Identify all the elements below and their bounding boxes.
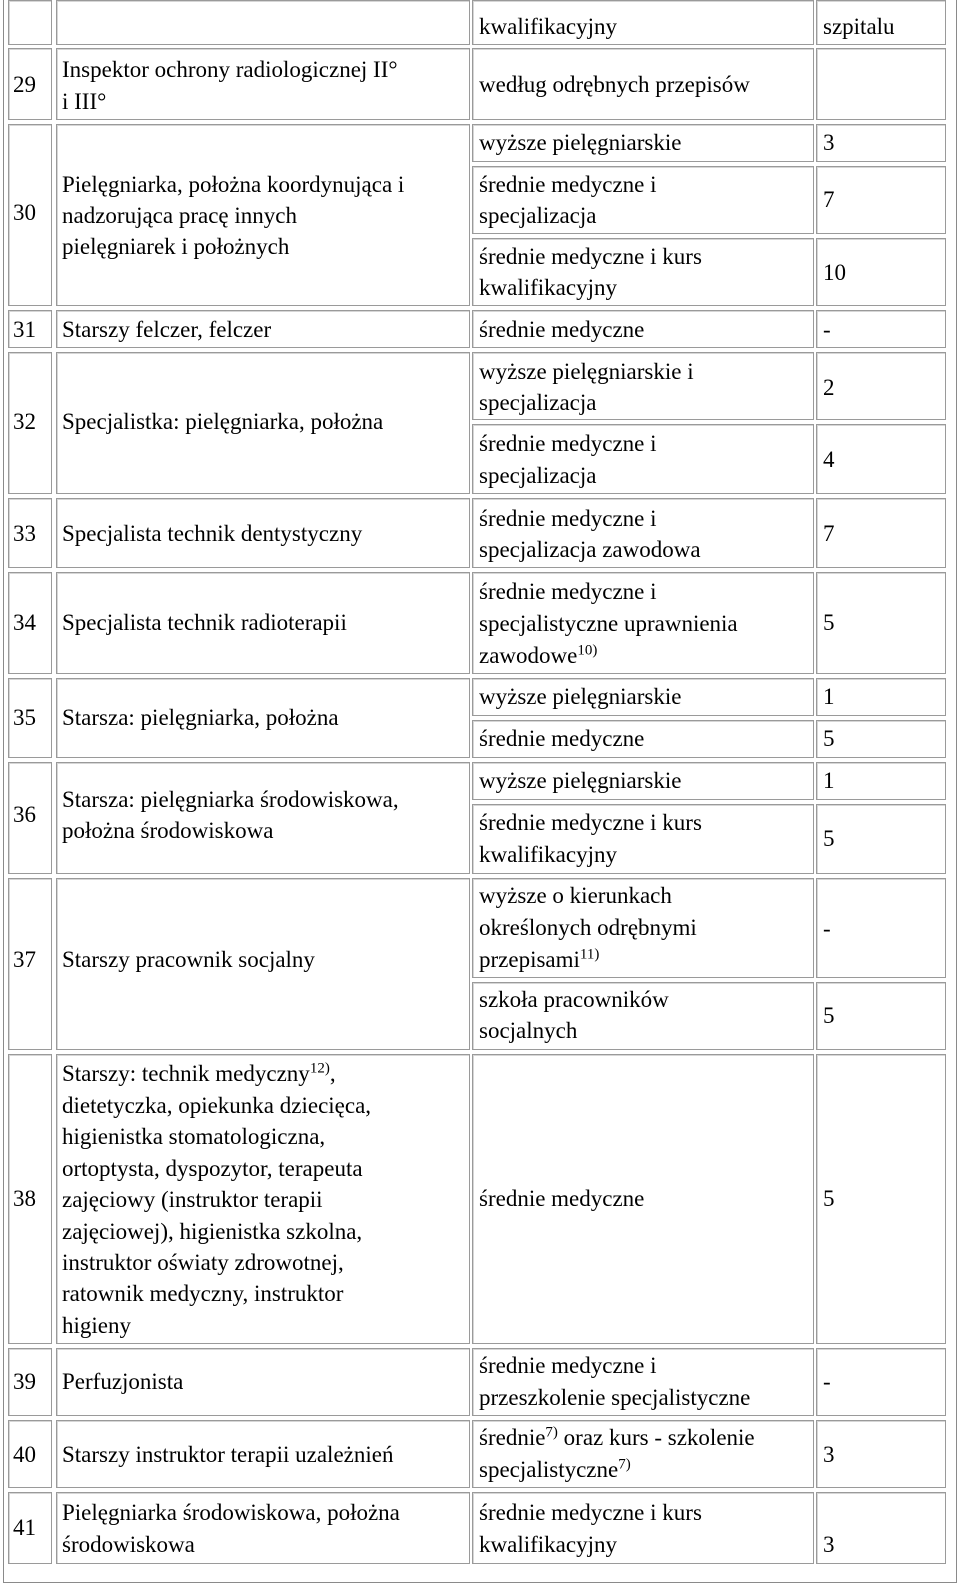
row-number: 29: [13, 72, 36, 97]
position-cell: [56, 310, 470, 348]
years-value: 1: [823, 768, 835, 793]
education-line: szkoła pracowników: [479, 987, 669, 1012]
education-text: specjalistyczne: [479, 1457, 619, 1482]
row-number: 30: [13, 200, 36, 225]
footnote-marker: 7): [545, 1424, 558, 1441]
row-number-cell: [8, 124, 52, 306]
education-text: średnie: [479, 1425, 546, 1450]
years-cell: [816, 124, 946, 162]
education-cell: [472, 982, 814, 1050]
education-text: zawodowe: [479, 643, 578, 668]
years-value: 5: [823, 1186, 835, 1211]
position-cell: [56, 762, 470, 874]
row-number: 35: [13, 705, 36, 730]
position-cell: [56, 124, 470, 306]
education-line: [479, 1422, 755, 1454]
row-number: 31: [13, 317, 36, 342]
education-line: kwalifikacyjny: [479, 275, 617, 300]
row-number: 37: [13, 947, 36, 972]
years-value: 5: [823, 826, 835, 851]
education-line: specjalistyczne uprawnienia: [479, 611, 738, 636]
position-line: instruktor oświaty zdrowotnej,: [62, 1250, 344, 1275]
footnote-marker: 11): [579, 946, 600, 963]
position-line: [62, 1058, 336, 1090]
education-cell: [472, 1348, 814, 1416]
years-cell: [816, 804, 946, 874]
years-cell: [816, 1420, 946, 1488]
row-number: 36: [13, 802, 36, 827]
education-line: wyższe pielęgniarskie: [479, 684, 682, 709]
education-line: specjalizacja: [479, 390, 597, 415]
position-cell: [56, 1054, 470, 1344]
years-cell: [816, 720, 946, 758]
education-line: średnie medyczne i: [479, 431, 657, 456]
education-cell: [472, 762, 814, 800]
education-line: wyższe o kierunkach: [479, 883, 672, 908]
position-cell: [56, 572, 470, 674]
position-line: Inspektor ochrony radiologicznej II°: [62, 57, 398, 82]
position-line: i III°: [62, 89, 107, 114]
education-line: średnie medyczne i kurs: [479, 1500, 702, 1525]
table-cell: [472, 0, 814, 45]
education-line: według odrębnych przepisów: [479, 72, 750, 97]
education-line: wyższe pielęgniarskie: [479, 130, 682, 155]
position-line: Starsza: pielęgniarka środowiskowa,: [62, 787, 399, 812]
position-line: Starszy instruktor terapii uzależnień: [62, 1442, 394, 1467]
position-line: Specjalistka: pielęgniarka, położna: [62, 409, 384, 434]
education-text: oraz kurs - szkolenie: [557, 1425, 755, 1450]
position-cell: [56, 678, 470, 758]
row-number-cell: [8, 1348, 52, 1416]
education-line: średnie medyczne: [479, 317, 645, 342]
position-line: Starsza: pielęgniarka, położna: [62, 705, 339, 730]
education-line: kwalifikacyjny: [479, 1532, 617, 1557]
years-value: 3: [823, 1532, 835, 1557]
years-value: 7: [823, 521, 835, 546]
footnote-marker: 7): [618, 1456, 631, 1473]
education-line: średnie medyczne: [479, 1186, 645, 1211]
years-cell: [816, 352, 946, 420]
position-cell: [56, 878, 470, 1050]
table-cell: [56, 0, 470, 45]
education-cell: [472, 878, 814, 978]
years-cell: [816, 48, 946, 120]
row-number: 34: [13, 610, 36, 635]
position-line: dietetyczka, opiekunka dziecięca,: [62, 1093, 372, 1118]
position-text: Starszy: technik medyczny: [62, 1061, 310, 1086]
position-line: Starszy felczer, felczer: [62, 317, 272, 342]
cell-text: szpitalu: [823, 14, 895, 39]
row-number-cell: [8, 678, 52, 758]
position-line: ortoptysta, dyspozytor, terapeuta: [62, 1156, 363, 1181]
position-line: Perfuzjonista: [62, 1369, 184, 1394]
years-value: 4: [823, 447, 835, 472]
years-value: 5: [823, 610, 835, 635]
position-line: pielęgniarek i położnych: [62, 234, 290, 259]
years-value: 7: [823, 187, 835, 212]
years-value: -: [823, 1369, 831, 1394]
education-line: wyższe pielęgniarskie i: [479, 359, 694, 384]
years-value: 10: [823, 260, 846, 285]
education-line: kwalifikacyjny: [479, 842, 617, 867]
years-value: 2: [823, 375, 835, 400]
row-number: 32: [13, 409, 36, 434]
education-line: [479, 944, 599, 976]
education-line: specjalizacja: [479, 463, 597, 488]
footnote-marker: 10): [577, 642, 598, 659]
position-line: Pielęgniarka, położna koordynująca i: [62, 172, 405, 197]
years-cell: [816, 762, 946, 800]
footnote-marker: 12): [309, 1060, 330, 1077]
education-line: specjalizacja zawodowa: [479, 537, 701, 562]
position-line: higieny: [62, 1313, 131, 1338]
years-cell: [816, 878, 946, 978]
position-line: zajęciowy (instruktor terapii: [62, 1187, 323, 1212]
position-line: położna środowiskowa: [62, 818, 274, 843]
years-value: 3: [823, 1442, 835, 1467]
education-line: średnie medyczne i: [479, 506, 657, 531]
row-number-cell: [8, 1420, 52, 1488]
education-cell: [472, 238, 814, 306]
education-cell: [472, 166, 814, 234]
education-cell: [472, 678, 814, 716]
education-line: średnie medyczne i kurs: [479, 810, 702, 835]
education-line: średnie medyczne i: [479, 1353, 657, 1378]
years-cell: [816, 1054, 946, 1344]
years-value: 5: [823, 1003, 835, 1028]
position-line: zajęciowej), higienistka szkolna,: [62, 1219, 363, 1244]
row-number-cell: [8, 48, 52, 120]
years-cell: [816, 572, 946, 674]
years-cell: [816, 166, 946, 234]
education-line: określonych odrębnymi: [479, 915, 697, 940]
years-cell: [816, 238, 946, 306]
years-cell: [816, 310, 946, 348]
education-cell: [472, 1054, 814, 1344]
years-value: -: [823, 317, 831, 342]
years-cell: [816, 982, 946, 1050]
row-number-cell: [8, 498, 52, 568]
education-line: średnie medyczne: [479, 726, 645, 751]
years-value: 5: [823, 726, 835, 751]
row-number-cell: [8, 1492, 52, 1564]
years-value: 1: [823, 684, 835, 709]
position-line: higienistka stomatologiczna,: [62, 1124, 326, 1149]
education-cell: [472, 124, 814, 162]
row-number-cell: [8, 310, 52, 348]
row-number-cell: [8, 1054, 52, 1344]
position-cell: [56, 352, 470, 494]
education-cell: [472, 352, 814, 420]
position-line: Specjalista technik dentystyczny: [62, 521, 363, 546]
education-line: [479, 640, 597, 672]
education-cell: [472, 804, 814, 874]
education-cell: [472, 1420, 814, 1488]
education-cell: [472, 720, 814, 758]
cell-text: kwalifikacyjny: [479, 14, 617, 39]
education-cell: [472, 498, 814, 568]
years-cell: [816, 1348, 946, 1416]
position-line: Specjalista technik radioterapii: [62, 610, 347, 635]
row-number-cell: [8, 352, 52, 494]
education-line: średnie medyczne i kurs: [479, 244, 702, 269]
education-line: specjalizacja: [479, 203, 597, 228]
education-line: przeszkolenie specjalistyczne: [479, 1385, 751, 1410]
position-cell: [56, 1348, 470, 1416]
position-cell: [56, 498, 470, 568]
education-cell: [472, 572, 814, 674]
position-text: ,: [329, 1061, 336, 1086]
years-value: -: [823, 916, 831, 941]
position-cell: [56, 48, 470, 120]
education-line: socjalnych: [479, 1018, 578, 1043]
education-cell: [472, 424, 814, 494]
row-number-cell: [8, 762, 52, 874]
table-cell: [816, 0, 946, 45]
education-cell: [472, 310, 814, 348]
position-line: ratownik medyczny, instruktor: [62, 1281, 344, 1306]
position-cell: [56, 1420, 470, 1488]
education-line: średnie medyczne i: [479, 172, 657, 197]
row-number-cell: [8, 878, 52, 1050]
row-number: 41: [13, 1515, 36, 1540]
row-number: 40: [13, 1442, 36, 1467]
education-line: wyższe pielęgniarskie: [479, 768, 682, 793]
position-line: środowiskowa: [62, 1532, 195, 1557]
years-cell: [816, 498, 946, 568]
row-number-cell: [8, 572, 52, 674]
position-line: nadzorująca pracę innych: [62, 203, 297, 228]
table-cell: [8, 0, 52, 45]
years-cell: [816, 678, 946, 716]
position-line: Starszy pracownik socjalny: [62, 947, 315, 972]
position-cell: [56, 1492, 470, 1564]
row-number: 33: [13, 521, 36, 546]
education-line: średnie medyczne i: [479, 579, 657, 604]
education-cell: [472, 48, 814, 120]
row-number: 38: [13, 1186, 36, 1211]
years-cell: [816, 424, 946, 494]
years-value: 3: [823, 130, 835, 155]
position-line: Pielęgniarka środowiskowa, położna: [62, 1500, 400, 1525]
education-line: [479, 1454, 631, 1486]
education-text: przepisami: [479, 947, 580, 972]
education-cell: [472, 1492, 814, 1564]
years-cell: [816, 1492, 946, 1564]
row-number: 39: [13, 1369, 36, 1394]
